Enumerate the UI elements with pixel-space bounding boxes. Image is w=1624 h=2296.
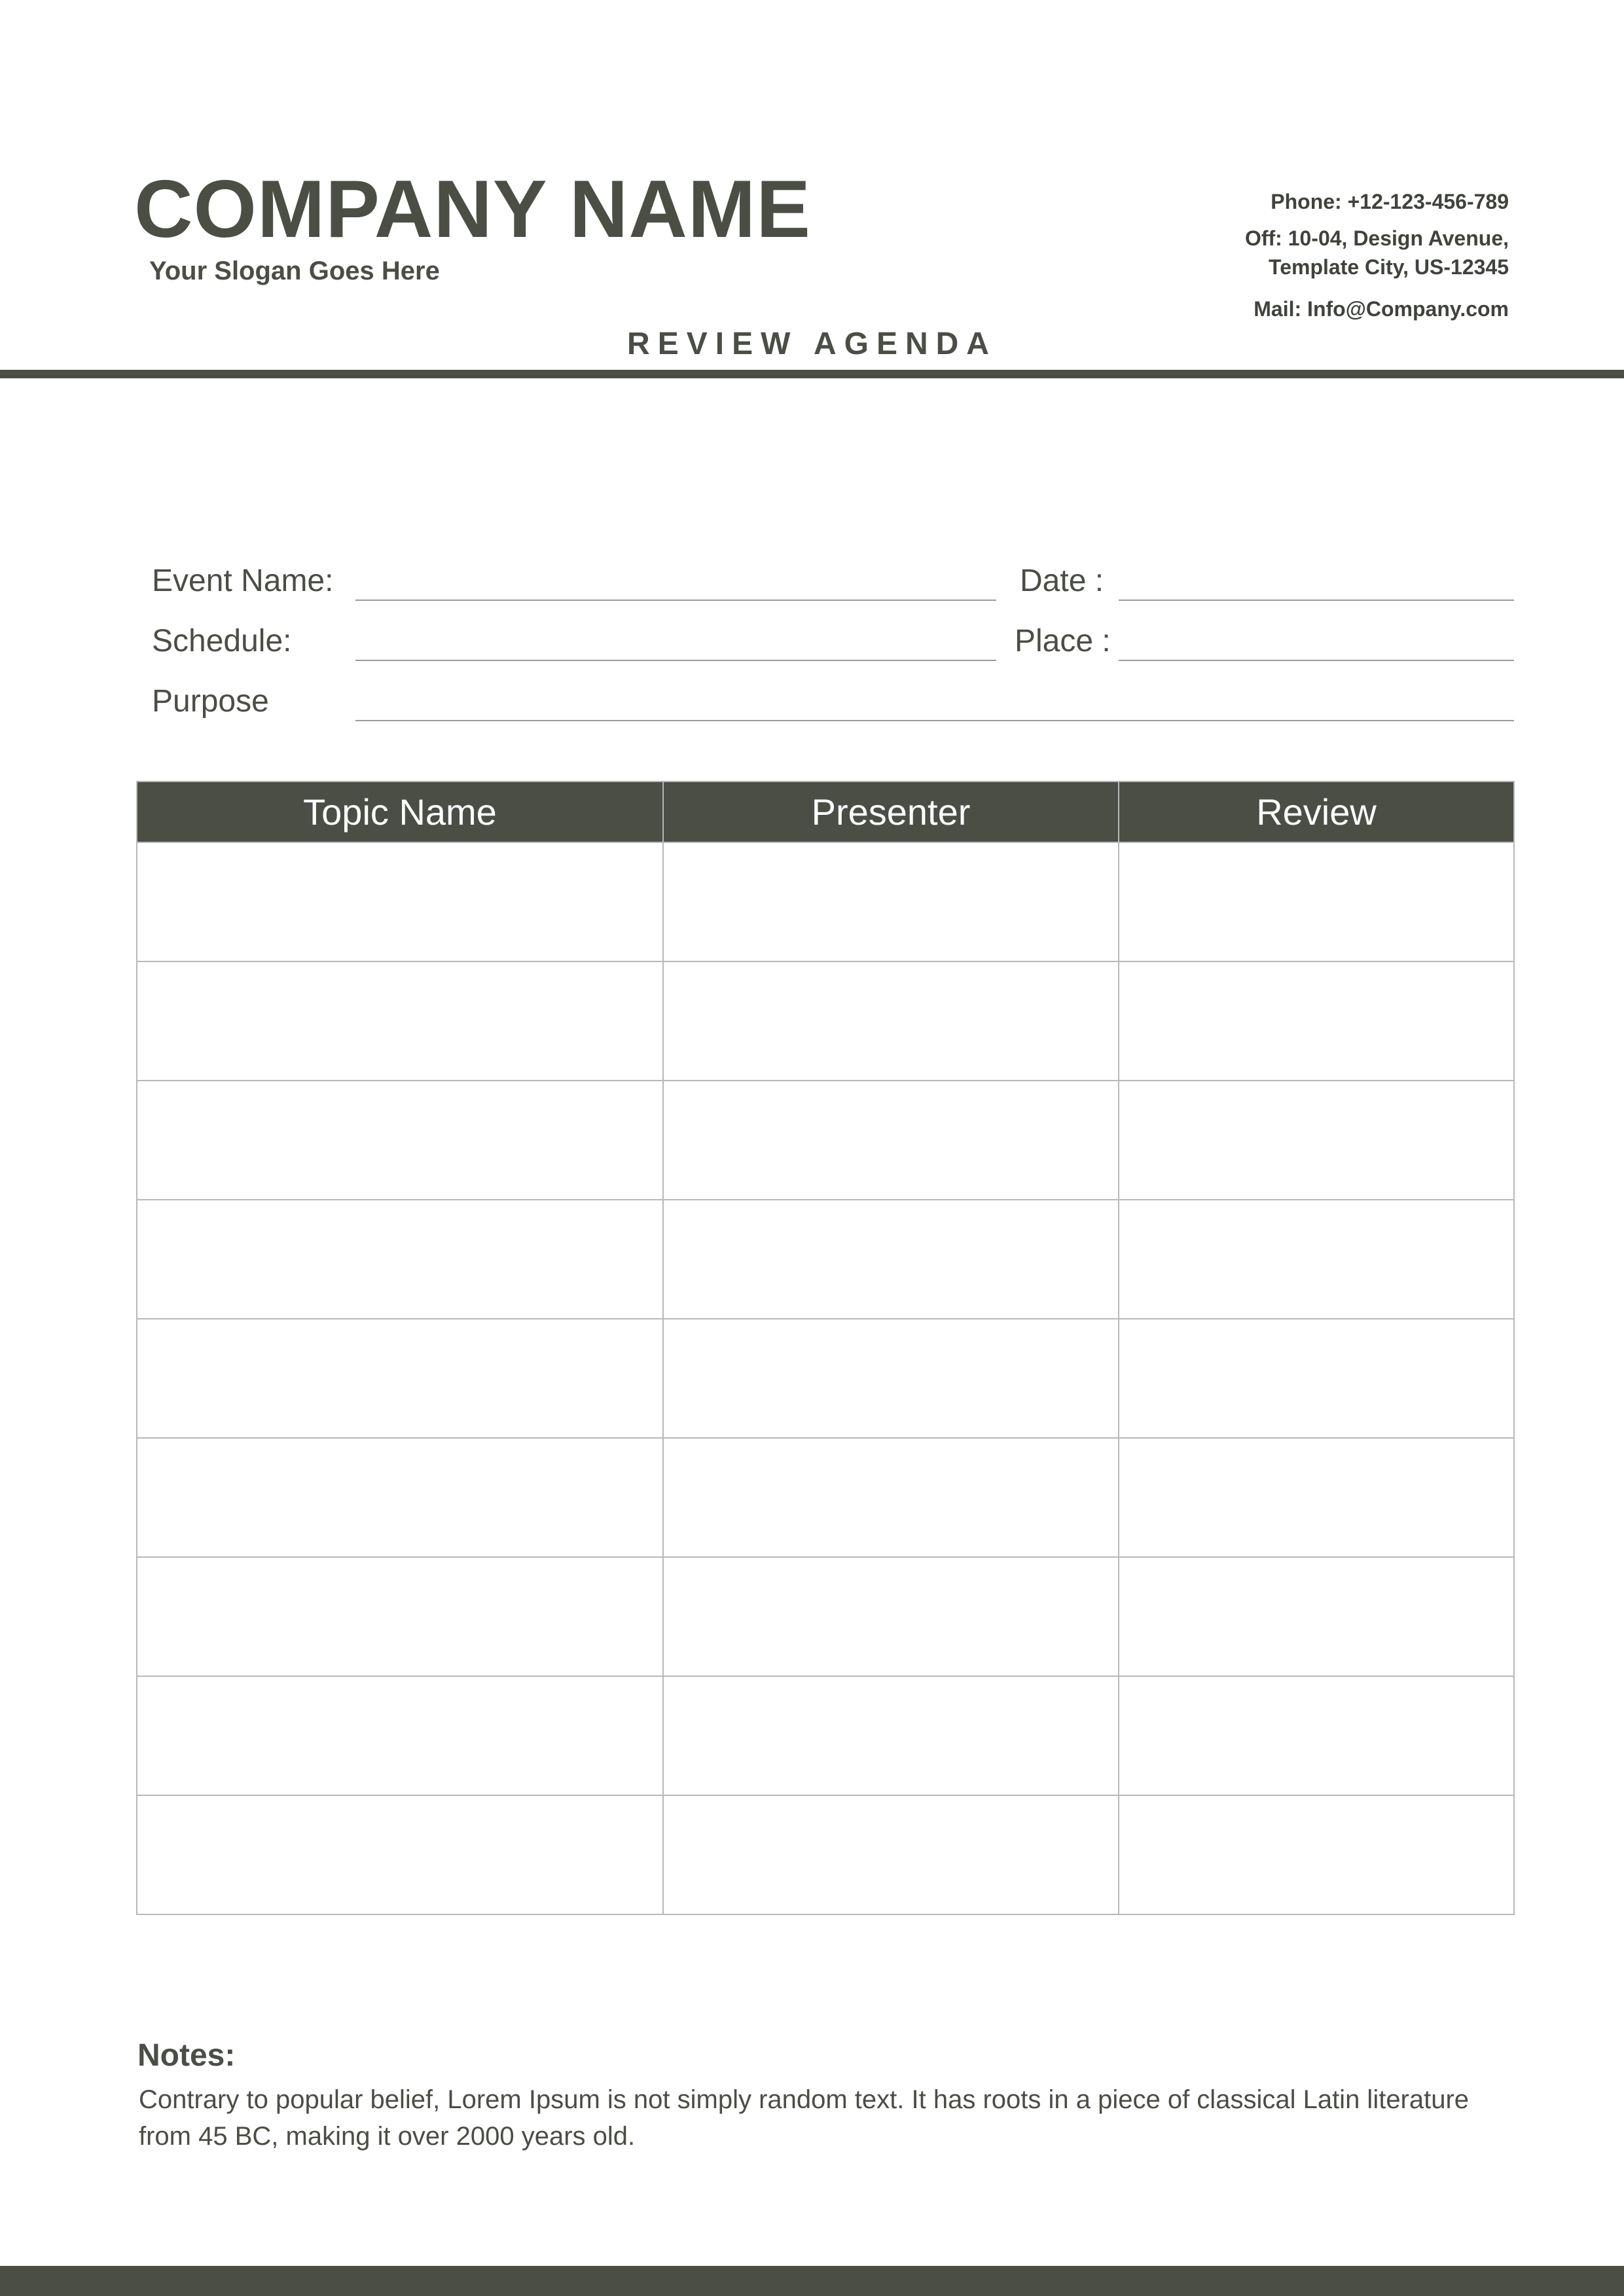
- contact-mail: Mail: Info@Company.com: [1254, 297, 1509, 321]
- table-cell-review[interactable]: [1119, 1795, 1514, 1914]
- table-cell-topic-name[interactable]: [137, 1200, 663, 1319]
- date-label: Date :: [1020, 564, 1104, 598]
- table-cell-topic-name[interactable]: [137, 1795, 663, 1914]
- table-cell-presenter[interactable]: [663, 1795, 1119, 1914]
- table-cell-topic-name[interactable]: [137, 961, 663, 1081]
- place-label: Place :: [1015, 624, 1111, 658]
- table-row: [137, 1200, 1514, 1319]
- table-header-row: [137, 781, 1514, 842]
- table-cell-review[interactable]: [1119, 1676, 1514, 1795]
- footer-bar: [0, 2266, 1624, 2296]
- table-cell-presenter[interactable]: [663, 1676, 1119, 1795]
- event-name-field[interactable]: [355, 600, 996, 601]
- table-cell-presenter[interactable]: [663, 1200, 1119, 1319]
- agenda-table-body: [137, 842, 1514, 1914]
- column-header-review: Review: [1119, 781, 1514, 842]
- purpose-field[interactable]: [355, 720, 1514, 721]
- table-cell-topic-name[interactable]: [137, 1319, 663, 1438]
- table-cell-review[interactable]: [1119, 1081, 1514, 1200]
- table-row: [137, 1557, 1514, 1676]
- company-slogan: Your Slogan Goes Here: [149, 257, 440, 285]
- schedule-field[interactable]: [355, 660, 996, 661]
- contact-office-line1: Off: 10-04, Design Avenue,: [1244, 226, 1509, 250]
- agenda-table: [136, 781, 1515, 1915]
- table-row: [137, 1795, 1514, 1914]
- notes-body: Contrary to popular belief, Lorem Ipsum is not simply random text. It has roots in a piece of classical Latin literature from 45 BC, making it over 2000 years old.: [139, 2085, 1470, 2151]
- table-cell-topic-name[interactable]: [137, 1676, 663, 1795]
- table-cell-review[interactable]: [1119, 1557, 1514, 1676]
- table-row: [137, 961, 1514, 1081]
- table-cell-review[interactable]: [1119, 961, 1514, 1081]
- table-cell-presenter[interactable]: [663, 1438, 1119, 1557]
- table-row: [137, 1081, 1514, 1200]
- table-cell-topic-name[interactable]: [137, 1438, 663, 1557]
- table-cell-presenter[interactable]: [663, 961, 1119, 1081]
- table-row: [137, 1319, 1514, 1438]
- purpose-label: Purpose: [152, 684, 269, 719]
- notes-heading: Notes:: [137, 2038, 236, 2073]
- table-cell-presenter[interactable]: [663, 1557, 1119, 1676]
- table-row: [137, 1438, 1514, 1557]
- table-cell-topic-name[interactable]: [137, 842, 663, 961]
- header-divider: [0, 370, 1624, 378]
- table-cell-review[interactable]: [1119, 842, 1514, 961]
- table-row: [137, 1676, 1514, 1795]
- column-header-presenter: Presenter: [663, 781, 1119, 842]
- column-header-topic-name: Topic Name: [137, 781, 663, 842]
- table-cell-topic-name[interactable]: [137, 1557, 663, 1676]
- table-cell-presenter[interactable]: [663, 1081, 1119, 1200]
- table-cell-review[interactable]: [1119, 1319, 1514, 1438]
- table-cell-presenter[interactable]: [663, 842, 1119, 961]
- table-row: [137, 842, 1514, 961]
- contact-office-line2: Template City, US-12345: [1269, 255, 1509, 279]
- table-cell-topic-name[interactable]: [137, 1081, 663, 1200]
- table-cell-review[interactable]: [1119, 1438, 1514, 1557]
- schedule-label: Schedule:: [152, 624, 292, 658]
- document-title: REVIEW AGENDA: [627, 327, 997, 361]
- contact-phone: Phone: +12-123-456-789: [1271, 190, 1509, 213]
- company-name: COMPANY NAME: [134, 164, 811, 255]
- table-cell-review[interactable]: [1119, 1200, 1514, 1319]
- table-cell-presenter[interactable]: [663, 1319, 1119, 1438]
- event-name-label: Event Name:: [152, 564, 334, 598]
- date-field[interactable]: [1119, 600, 1514, 601]
- place-field[interactable]: [1119, 660, 1514, 661]
